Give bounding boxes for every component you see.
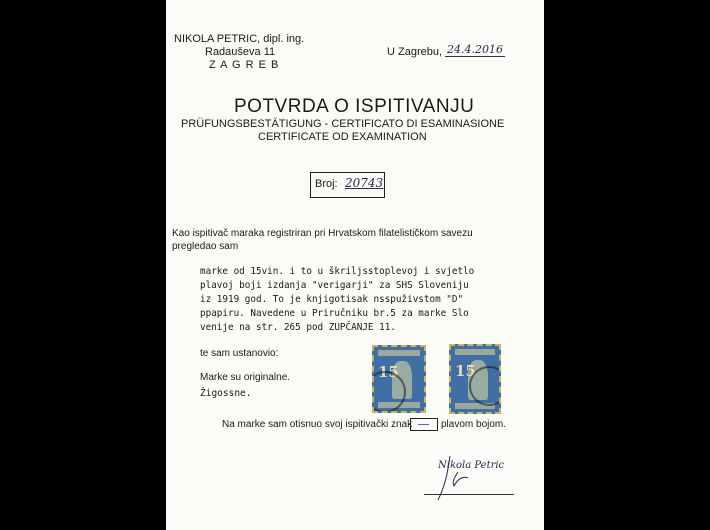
signature-name: Nikola Petric (438, 460, 505, 471)
signature-line (424, 494, 514, 495)
certificate-number-box (310, 172, 385, 198)
examiner-street: Radauševa 11 (205, 46, 276, 58)
description-line-2: plavoj boji izdanja "verigarji" za SHS Sloveniju (200, 280, 469, 291)
stamp-image-1 (372, 345, 426, 413)
examiner-mark-sample (410, 418, 438, 431)
certificate-title: POTVRDA O ISPITIVANJU (234, 96, 475, 117)
stamp-value: 15 (378, 363, 399, 381)
description-line-3: iz 1919 god. To je knjigotisak nsspuživstom "D" (200, 294, 464, 305)
mark-sentence-before: Na marke sam otisnuo svoj ispitivački znak (222, 419, 413, 430)
stamp-image-2 (449, 344, 501, 414)
certificate-page (166, 0, 544, 530)
examiner-mark-stroke (418, 424, 429, 425)
stamp-postmark (469, 366, 501, 406)
certificate-number-label: Broj: (315, 178, 338, 190)
certificate-subtitle-de-it: PRÜFUNGSBESTÄTIGUNG - CERTIFICATO DI ESAMINASIONE (181, 118, 505, 130)
found-label: te sam ustanovio: (200, 348, 279, 359)
certificate-number-value: 20743 (345, 176, 384, 190)
description-line-5: venije na str. 265 pod ZUPČANJE 11. (200, 322, 396, 333)
examiner-city: Z A G R E B (209, 59, 280, 71)
examiner-name: NIKOLA PETRIC, dipl. ing. (174, 33, 305, 45)
certificate-subtitle-en: CERTIFICATE OD EXAMINATION (258, 131, 427, 143)
date-value: 24.4.2016 (447, 43, 503, 56)
intro-line-1: Kao ispitivač maraka registriran pri Hrvatskom filatelističkom savezu (172, 228, 473, 239)
result-line-2: Žigossne. (200, 388, 252, 399)
mark-sentence-after: plavom bojom. (441, 419, 507, 430)
description-line-4: ppapiru. Navedene u Priručniku br.5 za marke Slo (200, 308, 469, 319)
signature-scribble (428, 448, 518, 508)
stamp-value: 15 (455, 362, 476, 380)
description-line-1: marke od 15vin. i to u škriljsstoplevoj i svjetlo (200, 266, 475, 277)
date-label: U Zagrebu, (387, 46, 443, 58)
result-line-1: Marke su originalne. (200, 372, 291, 383)
stamp-top-band (378, 350, 420, 356)
stamp-top-band (455, 349, 495, 355)
intro-line-2: pregledao sam (172, 241, 239, 252)
